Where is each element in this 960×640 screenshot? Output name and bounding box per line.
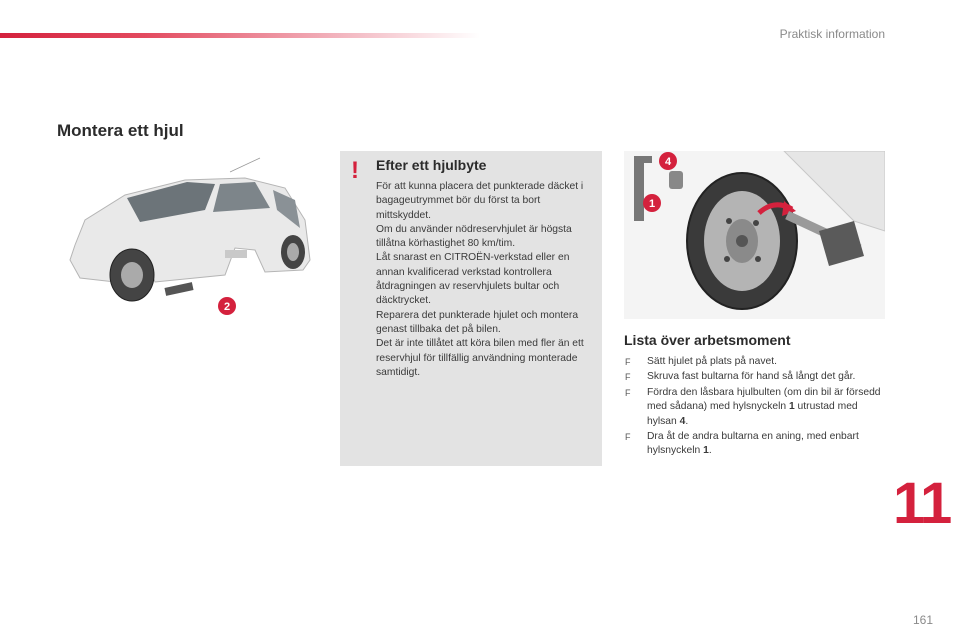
step-item: F Dra åt de andra bultarna en aning, med enbart hylsnyckeln 1. (625, 431, 859, 457)
steps-list (624, 355, 886, 460)
warning-title: Efter ett hjulbyte (376, 157, 487, 173)
exclamation-icon: ! (351, 157, 359, 184)
callout-car: 2 (223, 301, 231, 313)
callout-wrench: 1 (648, 198, 656, 210)
step-bullet-icon: F (625, 372, 631, 383)
section-header: Praktisk information (779, 27, 885, 41)
callout-socket: 4 (664, 156, 672, 168)
wheel-illustration (624, 151, 885, 319)
step-bullet-icon: F (625, 432, 631, 443)
step-item: F Sätt hjulet på plats på navet. (624, 355, 886, 369)
page-number: 161 (913, 613, 934, 627)
chapter-number: 11 (893, 471, 951, 536)
step-bullet-icon: F (625, 357, 631, 367)
warning-text: För att kunna placera det punkterade däcket i bagageutrymmet bör du först ta bort mittskyddet. Om du använder nödreservhjulet är högsta tillåtna körhastighet 80 km/tim. Låt snarast en CITROËN-verkstad eller en annan kvalificerad verkstad kontrollera åtdragningen av reservhjulets bultar och däcktrycket. Reparera det punkterade hjulet och montera genast tillbaka det på bilen. Det är inte tillåtet att köra bilen med fler än ett reservhjul för tillfällig användning monterade samtidigt. (376, 181, 584, 378)
car-illustration (55, 150, 320, 325)
page-title: Montera ett hjul (57, 121, 184, 140)
header-accent-bar (0, 33, 480, 38)
step-item: F Fördra den låsbara hjulbulten (om din bil är försedd med sådana) med hylsnyckeln 1 utrustad med hylsan 4. (625, 386, 881, 427)
step-bullet-icon: F (625, 387, 631, 398)
step-item: F Skruva fast bultarna för hand så långt det går. (624, 370, 886, 384)
steps-title: Lista över arbetsmoment (624, 332, 791, 348)
warning-box (340, 151, 602, 466)
